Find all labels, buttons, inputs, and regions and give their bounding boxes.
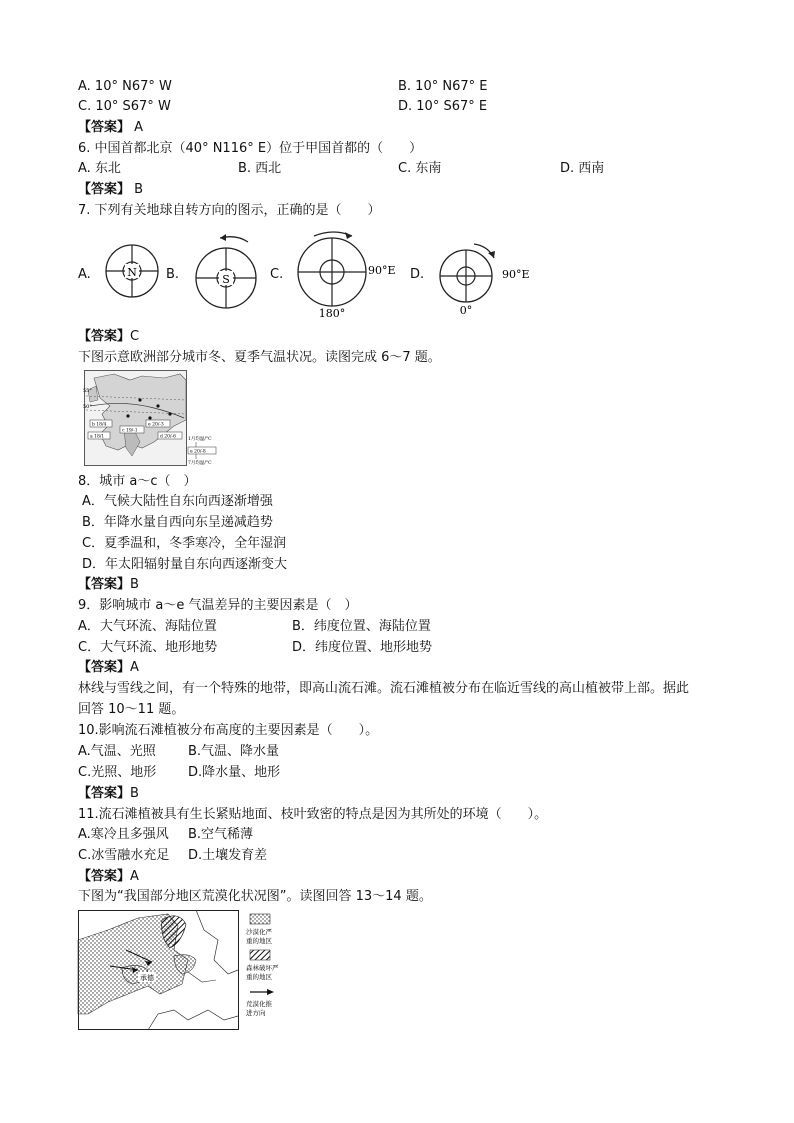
- q7-answer: 【答案】C: [78, 329, 140, 344]
- q11-option-a: A.寒冷且多强风: [78, 827, 169, 842]
- q7-a-center-label: N: [127, 266, 137, 279]
- q7-c-bottom-label: 180°: [318, 307, 346, 320]
- intro-scree-line1: 林线与雪线之间，有一个特殊的地带，即高山流石滩。流石滩植被分布在临近雪线的高山植被带上部。据此: [78, 681, 690, 696]
- desertification-map: [78, 910, 298, 1034]
- intro-desert: 下图为“我国部分地区荒漠化状况图”。读图回答 13～14 题。: [78, 889, 432, 904]
- q7-figure-c: [292, 228, 402, 320]
- q5-option-a: A. 10° N67° W: [78, 79, 172, 94]
- q8-stem: 8．城市 a～c（ ）: [78, 474, 197, 489]
- desert-legend-sand-line2: 重的地区: [246, 937, 272, 945]
- q7-figure-d: [430, 236, 530, 318]
- q7-d-bottom-label: 0°: [459, 304, 473, 317]
- q11-option-d: D.土壤发育差: [188, 848, 268, 863]
- map-legend-bottom: 7月均温/°C: [188, 461, 212, 466]
- q7-letter-a: A.: [78, 267, 91, 282]
- q7-letter-c: C.: [270, 267, 284, 282]
- q6-option-c: C. 东南: [398, 161, 442, 176]
- q9-option-a: A．大气环流、海陆位置: [78, 619, 217, 634]
- q5-option-d: D. 10° S67° E: [398, 99, 488, 114]
- desert-legend-forest-line2: 重的地区: [246, 973, 272, 981]
- q11-answer: 【答案】A: [78, 869, 139, 884]
- q10-option-a: A.气温、光照: [78, 744, 156, 759]
- map-legend-sample: e 20/-8: [190, 449, 206, 455]
- map-city-c: c 19/-1: [122, 428, 138, 434]
- q8-option-a: A．气候大陆性自东向西逐渐增强: [82, 494, 273, 509]
- q6-option-b: B. 西北: [238, 161, 282, 176]
- desert-legend-sand-line1: 沙漠化严: [246, 928, 272, 936]
- q10-option-d: D.降水量、地形: [188, 765, 281, 780]
- desert-legend-arrow-line2: 进方向: [246, 1009, 266, 1017]
- intro-europe: 下图示意欧洲部分城市冬、夏季气温状况。读图完成 6～7 题。: [78, 350, 441, 365]
- q10-stem: 10.影响流石滩植被分布高度的主要因素是（ ）。: [78, 723, 379, 738]
- map-city-d: d 20/-6: [160, 434, 176, 440]
- q6-option-d: D. 西南: [560, 161, 605, 176]
- q6-option-a: A. 东北: [78, 161, 121, 176]
- q10-answer: 【答案】B: [78, 786, 139, 801]
- q9-option-c: C．大气环流、地形地势: [78, 640, 218, 655]
- q8-option-c: C．夏季温和，冬季寒冷，全年湿润: [82, 536, 287, 551]
- q7-d-right-label: 90°E: [502, 268, 530, 281]
- q7-c-right-label: 90°E: [368, 264, 396, 277]
- q7-b-center-label: S: [222, 273, 230, 286]
- map-lat-50: 50°: [83, 404, 92, 410]
- q6-answer: 【答案】 B: [78, 182, 144, 197]
- map-city-a: a 18/1: [90, 434, 105, 440]
- q8-answer: 【答案】B: [78, 577, 139, 592]
- desert-map-city: 承德: [140, 974, 154, 982]
- q10-option-b: B.气温、降水量: [188, 744, 280, 759]
- q6-stem: 6. 中国首都北京（40° N116° E）位于甲国首都的（ ）: [78, 141, 423, 156]
- q7-letter-b: B.: [166, 267, 180, 282]
- map-city-e: e 20/-3: [148, 422, 164, 428]
- q11-stem: 11.流石滩植被具有生长紧贴地面、枝叶致密的特点是因为其所处的环境（ ）。: [78, 807, 548, 822]
- q7-figure-b: [186, 228, 266, 308]
- q7-stem: 7. 下列有关地球自转方向的图示，正确的是（ ）: [78, 203, 381, 218]
- q7-figure-a: [104, 243, 160, 299]
- intro-scree-line2: 回答 10～11 题。: [78, 702, 185, 717]
- q9-stem: 9．影响城市 a～e 气温差异的主要因素是（ ）: [78, 598, 358, 613]
- map-lat-55: 55°: [83, 388, 92, 394]
- desert-legend-arrow-line1: 荒漠化推: [246, 1000, 272, 1008]
- q9-answer: 【答案】A: [78, 660, 139, 675]
- q5-answer: 【答案】 A: [78, 120, 144, 135]
- q8-option-b: B．年降水量自西向东呈递减趋势: [82, 515, 273, 530]
- q11-option-c: C.冰雪融水充足: [78, 848, 170, 863]
- q9-option-b: B．纬度位置、海陆位置: [292, 619, 431, 634]
- q11-option-b: B.空气稀薄: [188, 827, 254, 842]
- q5-option-c: C. 10° S67° W: [78, 99, 171, 114]
- q8-option-d: D．年太阳辐射量自东向西逐渐变大: [82, 557, 288, 572]
- map-city-b: b 18/4: [92, 422, 107, 428]
- q7-letter-d: D.: [410, 267, 425, 282]
- q5-option-b: B. 10° N67° E: [398, 79, 488, 94]
- map-legend-top: 1月均温/°C: [188, 437, 212, 442]
- europe-temperature-map: [84, 370, 236, 466]
- q9-option-d: D．纬度位置、地形地势: [292, 640, 433, 655]
- q10-option-c: C.光照、地形: [78, 765, 157, 780]
- desert-legend-forest-line1: 森林破坏严: [246, 964, 279, 972]
